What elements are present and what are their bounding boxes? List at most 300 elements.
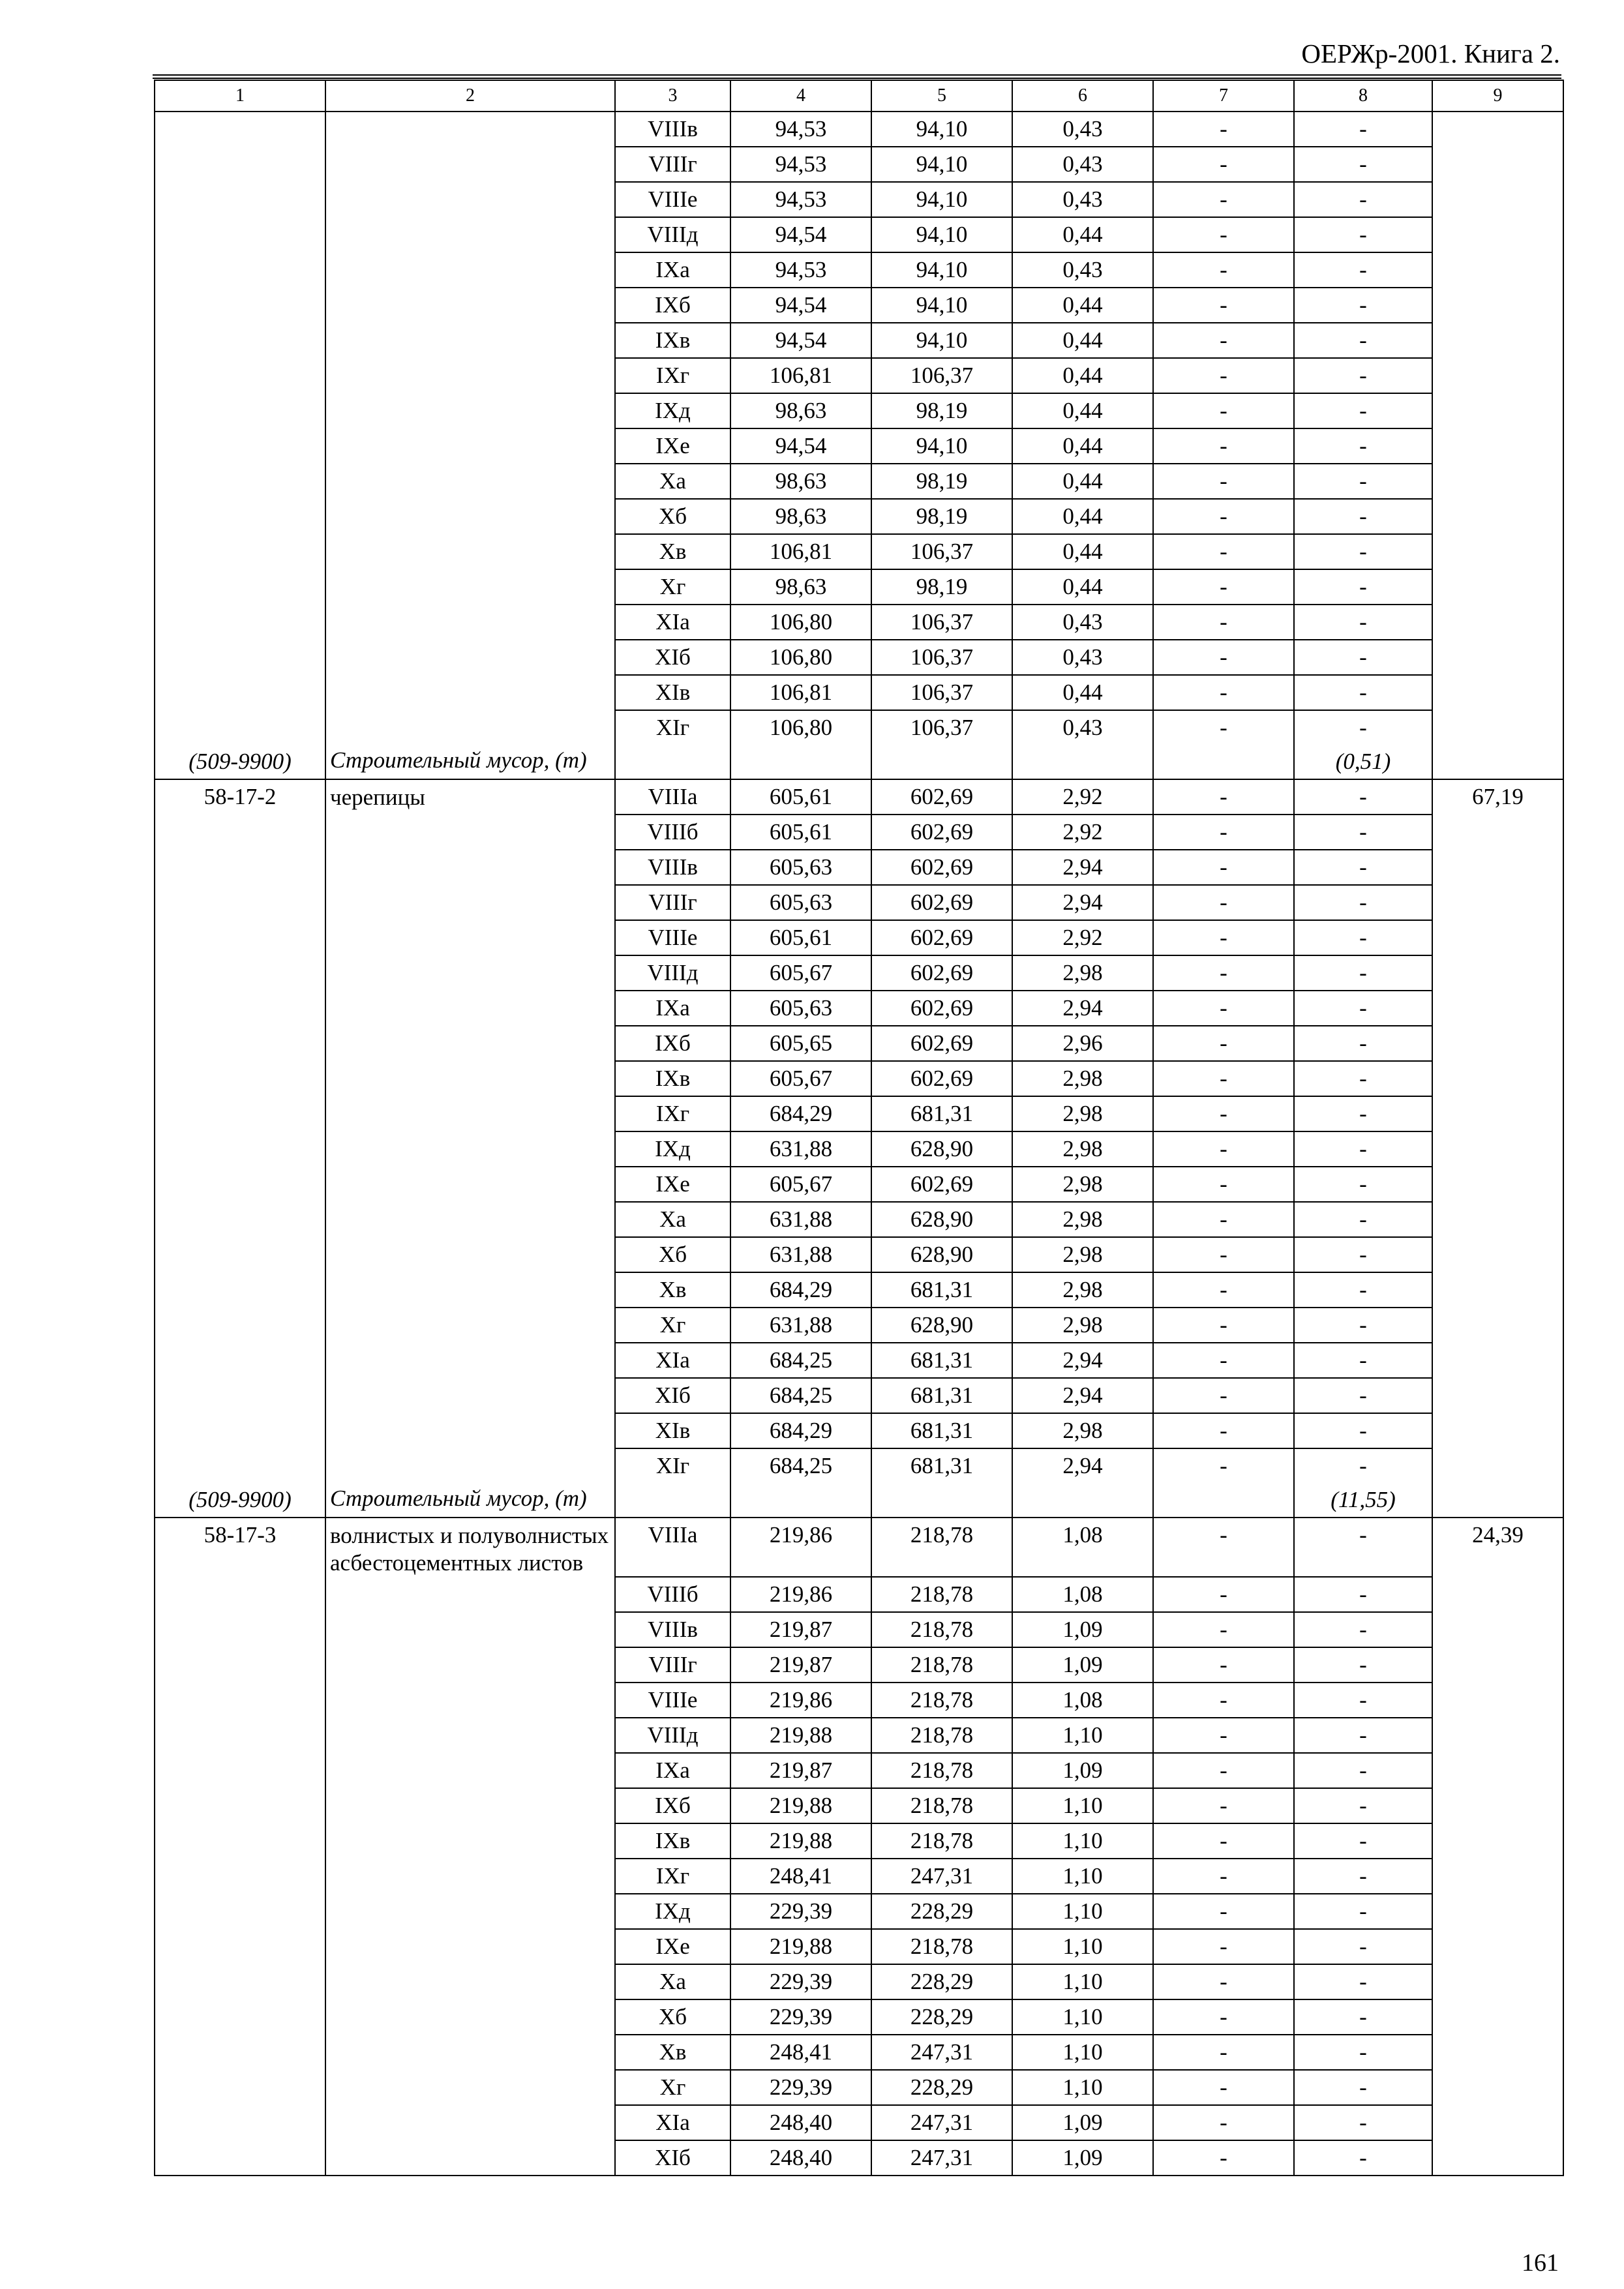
- materials-cost-cell: -: [1294, 1612, 1432, 1647]
- labor-cost-cell: 106,37: [871, 534, 1012, 569]
- table-row: [155, 1788, 1563, 1823]
- table-row: [155, 252, 1563, 288]
- labor-hours-cell: [1432, 428, 1563, 464]
- table-row: [155, 815, 1563, 850]
- operator-wage-cell: -: [1153, 252, 1294, 288]
- total-cost-cell: 219,88: [730, 1788, 871, 1823]
- total-cost-cell: 219,86: [730, 1577, 871, 1612]
- labor-cost-cell: 602,69: [871, 1026, 1012, 1061]
- machine-cost-cell: 2,98: [1012, 1237, 1153, 1272]
- operator-wage-cell: -: [1153, 1308, 1294, 1343]
- materials-cost-cell: -: [1294, 569, 1432, 605]
- total-cost-cell: 684,29: [730, 1096, 871, 1131]
- machine-cost-cell: 2,98: [1012, 1061, 1153, 1096]
- table-row: [155, 2035, 1563, 2070]
- rate-code-cell: 58-17-3: [155, 1518, 325, 1577]
- empty-cell: [871, 1483, 1012, 1518]
- materials-cost-cell: -: [1294, 1272, 1432, 1308]
- labor-cost-cell: 218,78: [871, 1823, 1012, 1859]
- machine-cost-cell: 1,09: [1012, 1612, 1153, 1647]
- zone-cell: IXв: [615, 1061, 730, 1096]
- operator-wage-cell: -: [1153, 1378, 1294, 1413]
- labor-cost-cell: 218,78: [871, 1612, 1012, 1647]
- zone-cell: VIIIг: [615, 147, 730, 182]
- empty-cell: [730, 745, 871, 779]
- empty-cell: [615, 1483, 730, 1518]
- zone-cell: XIа: [615, 605, 730, 640]
- column-number-3: 3: [615, 80, 730, 112]
- work-name-cell: [325, 675, 615, 710]
- materials-cost-cell: -: [1294, 252, 1432, 288]
- machine-cost-cell: 0,43: [1012, 252, 1153, 288]
- rate-code-cell: [155, 182, 325, 217]
- total-cost-cell: 684,25: [730, 1378, 871, 1413]
- zone-cell: XIг: [615, 710, 730, 745]
- operator-wage-cell: -: [1153, 1272, 1294, 1308]
- rate-code-cell: [155, 605, 325, 640]
- labor-hours-cell: [1432, 1929, 1563, 1964]
- rate-code-cell: [155, 1026, 325, 1061]
- labor-hours-cell: [1432, 358, 1563, 393]
- materials-cost-cell: -: [1294, 2140, 1432, 2176]
- table-row: [155, 1448, 1563, 1483]
- materials-cost-cell: -: [1294, 2035, 1432, 2070]
- rate-code-cell: [155, 323, 325, 358]
- labor-hours-cell: [1432, 1237, 1563, 1272]
- operator-wage-cell: -: [1153, 428, 1294, 464]
- table-row: [155, 710, 1563, 745]
- materials-cost-cell: -: [1294, 112, 1432, 147]
- labor-hours-cell: [1432, 147, 1563, 182]
- zone-cell: VIIIв: [615, 850, 730, 885]
- machine-cost-cell: 1,08: [1012, 1518, 1153, 1577]
- work-name-cell: [325, 779, 615, 815]
- operator-wage-cell: -: [1153, 779, 1294, 815]
- waste-row: [155, 1483, 1563, 1518]
- machine-cost-cell: 2,94: [1012, 1343, 1153, 1378]
- empty-cell: [1432, 745, 1563, 779]
- labor-hours-cell: [1432, 569, 1563, 605]
- machine-cost-cell: 2,98: [1012, 1413, 1153, 1448]
- total-cost-cell: 94,53: [730, 252, 871, 288]
- table-row: [155, 1061, 1563, 1096]
- operator-wage-cell: -: [1153, 112, 1294, 147]
- operator-wage-cell: -: [1153, 885, 1294, 920]
- table-row: [155, 675, 1563, 710]
- zone-cell: IXг: [615, 1859, 730, 1894]
- rate-code-cell: [155, 955, 325, 991]
- work-name-cell: [325, 1167, 615, 1202]
- zone-cell: IXд: [615, 1131, 730, 1167]
- rate-code-cell: [155, 1061, 325, 1096]
- machine-cost-cell: 0,44: [1012, 569, 1153, 605]
- rate-code-cell: [155, 1448, 325, 1483]
- total-cost-cell: 605,63: [730, 885, 871, 920]
- rate-code-cell: [155, 1647, 325, 1683]
- table-row: [155, 464, 1563, 499]
- total-cost-cell: 631,88: [730, 1202, 871, 1237]
- operator-wage-cell: -: [1153, 1096, 1294, 1131]
- labor-cost-cell: 94,10: [871, 428, 1012, 464]
- machine-cost-cell: 1,10: [1012, 2070, 1153, 2105]
- zone-cell: Xв: [615, 2035, 730, 2070]
- table-row: [155, 1647, 1563, 1683]
- labor-hours-cell: [1432, 112, 1563, 147]
- zone-cell: VIIIе: [615, 920, 730, 955]
- total-cost-cell: 94,54: [730, 288, 871, 323]
- work-name-cell: [325, 147, 615, 182]
- labor-hours-cell: [1432, 1683, 1563, 1718]
- operator-wage-cell: -: [1153, 955, 1294, 991]
- rate-code-cell: [155, 1612, 325, 1647]
- work-name-cell: [325, 569, 615, 605]
- rate-code-cell: [155, 393, 325, 428]
- zone-cell: IXв: [615, 323, 730, 358]
- materials-cost-cell: -: [1294, 885, 1432, 920]
- operator-wage-cell: -: [1153, 1343, 1294, 1378]
- materials-cost-cell: -: [1294, 358, 1432, 393]
- materials-cost-cell: -: [1294, 1964, 1432, 1999]
- column-number-9: 9: [1432, 80, 1563, 112]
- table-row: [155, 182, 1563, 217]
- operator-wage-cell: -: [1153, 850, 1294, 885]
- total-cost-cell: 106,80: [730, 640, 871, 675]
- labor-cost-cell: 247,31: [871, 1859, 1012, 1894]
- zone-cell: Xа: [615, 464, 730, 499]
- machine-cost-cell: 2,96: [1012, 1026, 1153, 1061]
- empty-cell: [730, 1483, 871, 1518]
- zone-cell: XIг: [615, 1448, 730, 1483]
- column-number-7: 7: [1153, 80, 1294, 112]
- zone-cell: Xа: [615, 1202, 730, 1237]
- rate-code-cell: [155, 1999, 325, 2035]
- rate-code-cell: [155, 1413, 325, 1448]
- operator-wage-cell: -: [1153, 393, 1294, 428]
- labor-hours-cell: [1432, 1308, 1563, 1343]
- empty-cell: [615, 745, 730, 779]
- labor-hours-cell: [1432, 1753, 1563, 1788]
- work-name-cell: [325, 710, 615, 745]
- labor-cost-cell: 681,31: [871, 1096, 1012, 1131]
- zone-cell: VIIIе: [615, 182, 730, 217]
- materials-cost-cell: -: [1294, 1343, 1432, 1378]
- total-cost-cell: 229,39: [730, 1894, 871, 1929]
- table-row: [155, 1753, 1563, 1788]
- rates-table: [154, 80, 1564, 2176]
- table-row: [155, 1237, 1563, 1272]
- table-row: [155, 779, 1563, 815]
- machine-cost-cell: 2,92: [1012, 779, 1153, 815]
- materials-cost-cell: -: [1294, 1929, 1432, 1964]
- labor-hours-cell: [1432, 1577, 1563, 1612]
- materials-cost-cell: -: [1294, 1823, 1432, 1859]
- table-row: [155, 1894, 1563, 1929]
- rate-code-cell: [155, 710, 325, 745]
- work-name-cell: [325, 1202, 615, 1237]
- work-name-cell: [325, 182, 615, 217]
- total-cost-cell: 605,67: [730, 1167, 871, 1202]
- rate-code-cell: [155, 1343, 325, 1378]
- labor-cost-cell: 106,37: [871, 710, 1012, 745]
- labor-cost-cell: 628,90: [871, 1237, 1012, 1272]
- work-name-cell: [325, 1272, 615, 1308]
- zone-cell: XIа: [615, 1343, 730, 1378]
- column-number-row: [155, 80, 1563, 112]
- machine-cost-cell: 1,10: [1012, 1894, 1153, 1929]
- labor-hours-cell: [1432, 885, 1563, 920]
- rate-code-cell: [155, 1964, 325, 1999]
- machine-cost-cell: 2,98: [1012, 1272, 1153, 1308]
- total-cost-cell: 684,29: [730, 1272, 871, 1308]
- zone-cell: IXв: [615, 1823, 730, 1859]
- total-cost-cell: 684,25: [730, 1343, 871, 1378]
- labor-hours-cell: [1432, 1999, 1563, 2035]
- machine-cost-cell: 2,98: [1012, 1131, 1153, 1167]
- operator-wage-cell: -: [1153, 1753, 1294, 1788]
- zone-cell: IXб: [615, 288, 730, 323]
- table-row: [155, 955, 1563, 991]
- machine-cost-cell: 1,10: [1012, 1964, 1153, 1999]
- machine-cost-cell: 2,94: [1012, 1378, 1153, 1413]
- labor-hours-cell: [1432, 710, 1563, 745]
- total-cost-cell: 219,88: [730, 1718, 871, 1753]
- labor-cost-cell: 98,19: [871, 569, 1012, 605]
- zone-cell: Xв: [615, 1272, 730, 1308]
- labor-cost-cell: 94,10: [871, 182, 1012, 217]
- operator-wage-cell: -: [1153, 1131, 1294, 1167]
- materials-cost-cell: -: [1294, 1788, 1432, 1823]
- total-cost-cell: 605,63: [730, 991, 871, 1026]
- zone-cell: Xб: [615, 499, 730, 534]
- work-name-cell: [325, 640, 615, 675]
- total-cost-cell: 94,54: [730, 428, 871, 464]
- table-row: [155, 1202, 1563, 1237]
- machine-cost-cell: 0,44: [1012, 217, 1153, 252]
- labor-cost-cell: 681,31: [871, 1413, 1012, 1448]
- operator-wage-cell: -: [1153, 1061, 1294, 1096]
- operator-wage-cell: -: [1153, 991, 1294, 1026]
- work-name-cell: [325, 885, 615, 920]
- zone-cell: Xг: [615, 2070, 730, 2105]
- work-name-cell: [325, 955, 615, 991]
- total-cost-cell: 106,80: [730, 710, 871, 745]
- machine-cost-cell: 0,43: [1012, 710, 1153, 745]
- empty-cell: [1153, 745, 1294, 779]
- labor-hours-cell: [1432, 1413, 1563, 1448]
- waste-value-cell: (0,51): [1294, 745, 1432, 779]
- machine-cost-cell: 1,10: [1012, 1999, 1153, 2035]
- work-name-cell: [325, 1683, 615, 1718]
- operator-wage-cell: -: [1153, 1718, 1294, 1753]
- machine-cost-cell: 0,44: [1012, 534, 1153, 569]
- operator-wage-cell: -: [1153, 2070, 1294, 2105]
- total-cost-cell: 684,29: [730, 1413, 871, 1448]
- zone-cell: Xг: [615, 1308, 730, 1343]
- machine-cost-cell: 0,43: [1012, 182, 1153, 217]
- materials-cost-cell: -: [1294, 1378, 1432, 1413]
- work-name: волнистых и полуволнистых асбестоцементных листов: [330, 1523, 609, 1576]
- operator-wage-cell: -: [1153, 1167, 1294, 1202]
- operator-wage-cell: -: [1153, 464, 1294, 499]
- total-cost-cell: 106,81: [730, 534, 871, 569]
- zone-cell: Xа: [615, 1964, 730, 1999]
- waste-name: Строительный мусор, (т): [330, 1486, 587, 1511]
- column-number-4: 4: [730, 80, 871, 112]
- work-name-cell: [325, 534, 615, 569]
- machine-cost-cell: 0,43: [1012, 605, 1153, 640]
- table-row: [155, 1859, 1563, 1894]
- total-cost-cell: 631,88: [730, 1237, 871, 1272]
- table-row: [155, 1096, 1563, 1131]
- labor-cost-cell: 228,29: [871, 2070, 1012, 2105]
- materials-cost-cell: -: [1294, 779, 1432, 815]
- labor-hours-cell: [1432, 2070, 1563, 2105]
- materials-cost-cell: -: [1294, 393, 1432, 428]
- rate-code-cell: [155, 1577, 325, 1612]
- operator-wage-cell: -: [1153, 1929, 1294, 1964]
- labor-cost-cell: 94,10: [871, 252, 1012, 288]
- machine-cost-cell: 0,44: [1012, 288, 1153, 323]
- work-name-cell: [325, 1413, 615, 1448]
- total-cost-cell: 248,41: [730, 2035, 871, 2070]
- labor-hours-cell: [1432, 1823, 1563, 1859]
- zone-cell: VIIIг: [615, 885, 730, 920]
- rate-code-cell: [155, 2070, 325, 2105]
- table-row: [155, 1823, 1563, 1859]
- operator-wage-cell: -: [1153, 1237, 1294, 1272]
- total-cost-cell: 219,86: [730, 1518, 871, 1577]
- operator-wage-cell: -: [1153, 1612, 1294, 1647]
- work-name-cell: [325, 850, 615, 885]
- labor-hours-cell: [1432, 1612, 1563, 1647]
- labor-cost-cell: 94,10: [871, 147, 1012, 182]
- empty-cell: [1432, 1483, 1563, 1518]
- labor-cost-cell: 106,37: [871, 605, 1012, 640]
- labor-cost-cell: 628,90: [871, 1202, 1012, 1237]
- operator-wage-cell: -: [1153, 815, 1294, 850]
- rate-code-cell: [155, 499, 325, 534]
- machine-cost-cell: 0,44: [1012, 464, 1153, 499]
- table-row: [155, 112, 1563, 147]
- rate-code-cell: [155, 815, 325, 850]
- materials-cost-cell: -: [1294, 1237, 1432, 1272]
- labor-hours-cell: [1432, 605, 1563, 640]
- labor-cost-cell: 602,69: [871, 920, 1012, 955]
- work-name-cell: [325, 323, 615, 358]
- total-cost-cell: 98,63: [730, 464, 871, 499]
- labor-hours-cell: [1432, 1378, 1563, 1413]
- waste-code-cell: (509-9900): [155, 745, 325, 779]
- machine-cost-cell: 2,98: [1012, 1202, 1153, 1237]
- rate-code-cell: 58-17-2: [155, 779, 325, 815]
- total-cost-cell: 219,88: [730, 1823, 871, 1859]
- materials-cost-cell: -: [1294, 499, 1432, 534]
- operator-wage-cell: -: [1153, 640, 1294, 675]
- machine-cost-cell: 2,94: [1012, 991, 1153, 1026]
- machine-cost-cell: 2,98: [1012, 1167, 1153, 1202]
- work-name-cell: [325, 464, 615, 499]
- operator-wage-cell: -: [1153, 1999, 1294, 2035]
- operator-wage-cell: -: [1153, 1823, 1294, 1859]
- work-name-cell: [325, 920, 615, 955]
- rate-code-cell: [155, 675, 325, 710]
- work-name-cell: [325, 217, 615, 252]
- table-row: [155, 147, 1563, 182]
- labor-hours-cell: [1432, 815, 1563, 850]
- machine-cost-cell: 1,09: [1012, 1647, 1153, 1683]
- machine-cost-cell: 1,10: [1012, 1788, 1153, 1823]
- labor-hours-cell: [1432, 1964, 1563, 1999]
- labor-cost-cell: 98,19: [871, 393, 1012, 428]
- labor-hours-cell: [1432, 464, 1563, 499]
- labor-hours-cell: [1432, 1448, 1563, 1483]
- machine-cost-cell: 2,98: [1012, 1308, 1153, 1343]
- operator-wage-cell: -: [1153, 534, 1294, 569]
- rate-code-cell: [155, 920, 325, 955]
- materials-cost-cell: -: [1294, 1753, 1432, 1788]
- labor-hours-cell: [1432, 288, 1563, 323]
- column-number-8: 8: [1294, 80, 1432, 112]
- total-cost-cell: 684,25: [730, 1448, 871, 1483]
- materials-cost-cell: -: [1294, 1999, 1432, 2035]
- operator-wage-cell: -: [1153, 1859, 1294, 1894]
- labor-cost-cell: 628,90: [871, 1308, 1012, 1343]
- work-name-cell: [325, 1859, 615, 1894]
- operator-wage-cell: -: [1153, 2105, 1294, 2140]
- labor-cost-cell: 98,19: [871, 499, 1012, 534]
- total-cost-cell: 229,39: [730, 2070, 871, 2105]
- materials-cost-cell: -: [1294, 1131, 1432, 1167]
- zone-cell: VIIIд: [615, 955, 730, 991]
- machine-cost-cell: 1,09: [1012, 1753, 1153, 1788]
- column-number-6: 6: [1012, 80, 1153, 112]
- labor-hours-cell: 67,19: [1432, 779, 1563, 815]
- total-cost-cell: 94,53: [730, 182, 871, 217]
- total-cost-cell: 229,39: [730, 1964, 871, 1999]
- labor-hours-cell: [1432, 1167, 1563, 1202]
- work-name-cell: [325, 1718, 615, 1753]
- rate-code-cell: [155, 1859, 325, 1894]
- labor-hours-cell: [1432, 2140, 1563, 2176]
- table-row: [155, 499, 1563, 534]
- materials-cost-cell: -: [1294, 1308, 1432, 1343]
- work-name-cell: [325, 1788, 615, 1823]
- materials-cost-cell: -: [1294, 1061, 1432, 1096]
- rate-code-cell: [155, 464, 325, 499]
- work-name-cell: [325, 1929, 615, 1964]
- rate-code-cell: [155, 288, 325, 323]
- empty-cell: [871, 745, 1012, 779]
- operator-wage-cell: -: [1153, 2140, 1294, 2176]
- table-row: [155, 1343, 1563, 1378]
- rate-code-cell: [155, 1167, 325, 1202]
- table-row: [155, 1378, 1563, 1413]
- table-row: [155, 393, 1563, 428]
- page-number: 161: [1522, 2249, 1559, 2277]
- rate-code-cell: [155, 2140, 325, 2176]
- rate-code-cell: [155, 1788, 325, 1823]
- machine-cost-cell: 1,08: [1012, 1577, 1153, 1612]
- rate-code-cell: [155, 1929, 325, 1964]
- machine-cost-cell: 2,92: [1012, 920, 1153, 955]
- table-row: [155, 1167, 1563, 1202]
- labor-cost-cell: 106,37: [871, 640, 1012, 675]
- rate-code-cell: [155, 1096, 325, 1131]
- table-row: [155, 991, 1563, 1026]
- zone-cell: XIа: [615, 2105, 730, 2140]
- labor-cost-cell: 218,78: [871, 1929, 1012, 1964]
- materials-cost-cell: -: [1294, 710, 1432, 745]
